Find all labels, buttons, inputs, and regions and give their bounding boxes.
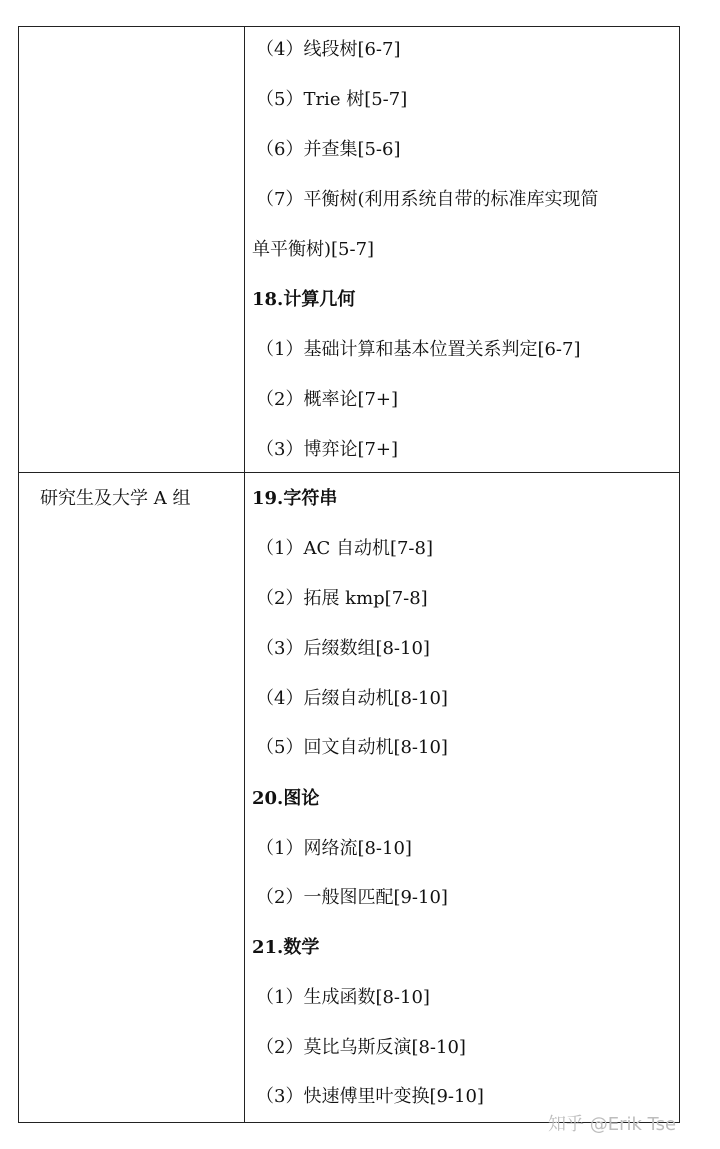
list-item: （3）后缀数组[8-10]	[256, 638, 430, 659]
section-heading: 18.计算几何	[252, 289, 356, 310]
list-item: （2）一般图匹配[9-10]	[256, 887, 448, 908]
column-divider	[244, 26, 245, 1123]
group-label: 研究生及大学 A 组	[40, 488, 191, 509]
table-right-border	[679, 26, 680, 1123]
section-heading: 21.数学	[252, 937, 320, 958]
list-item: （3）快速傅里叶变换[9-10]	[256, 1086, 484, 1107]
row-divider	[18, 472, 680, 473]
list-item: （4）线段树[6-7]	[256, 39, 401, 60]
list-item: （5）回文自动机[8-10]	[256, 737, 448, 758]
list-item: （7）平衡树(利用系统自带的标准库实现简	[256, 189, 599, 210]
list-item: （5）Trie 树[5-7]	[256, 89, 408, 110]
table-left-border	[18, 26, 19, 1123]
section-heading: 19.字符串	[252, 488, 338, 509]
list-item: （2）拓展 kmp[7-8]	[256, 588, 428, 609]
list-item: （1）基础计算和基本位置关系判定[6-7]	[256, 339, 581, 360]
list-item: （1）AC 自动机[7-8]	[256, 538, 433, 559]
list-item: （2）概率论[7+]	[256, 389, 399, 410]
table-top-border	[18, 26, 680, 27]
list-item: （4）后缀自动机[8-10]	[256, 688, 448, 709]
watermark: 知乎 @Erik Tse	[548, 1114, 677, 1135]
list-item: （3）博弈论[7+]	[256, 439, 399, 460]
list-item-continuation: 单平衡树)[5-7]	[252, 239, 375, 260]
list-item: （2）莫比乌斯反演[8-10]	[256, 1037, 466, 1058]
list-item: （1）网络流[8-10]	[256, 838, 412, 859]
section-heading: 20.图论	[252, 788, 320, 809]
list-item: （1）生成函数[8-10]	[256, 987, 430, 1008]
list-item: （6）并查集[5-6]	[256, 139, 401, 160]
